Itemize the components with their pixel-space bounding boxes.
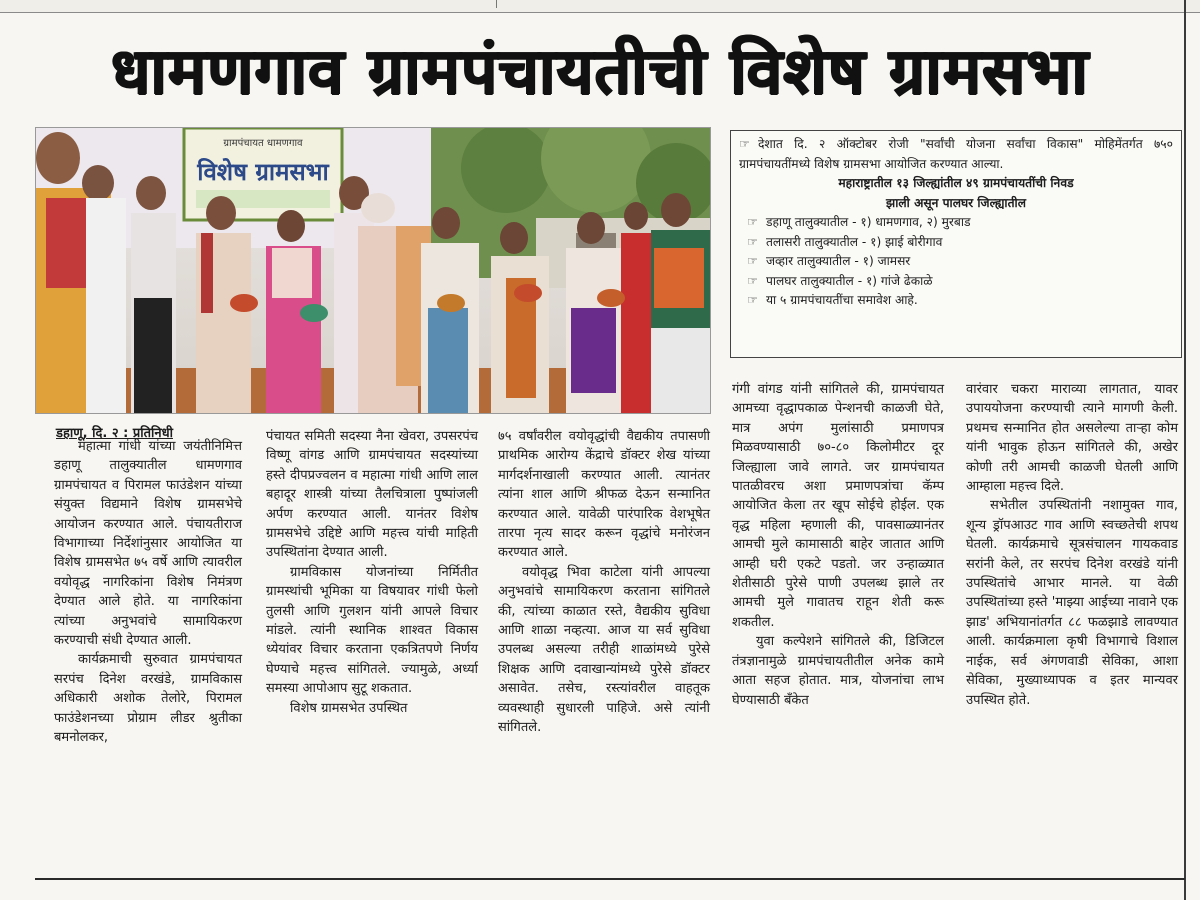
right-column-rule — [1184, 0, 1186, 900]
pointing-hand-icon: ☞ — [747, 234, 758, 249]
article-column-2 — [266, 427, 478, 718]
pointing-hand-icon: ☞ — [747, 293, 758, 307]
bottom-rule — [35, 878, 1185, 880]
info-box — [730, 130, 1182, 358]
list-item: ☞ जव्हार तालुक्यातील - १) जामसर — [747, 254, 911, 268]
headline: धामणगाव ग्रामपंचायतीची विशेष ग्रामसभा — [111, 34, 1089, 109]
paragraph: गंगी वांगड यांनी सांगितले की, ग्रामपंचायत आमच्या वृद्धापकाळ पेन्शनची काळजी घेते, मात्र अपंग मुलांसाठी प्रमाणपत्र मिळवण्यासाठी ७०-८० किलोमीटर दूर जिल्ह्याला जावे लागते. जर ग्रामपंचायत पातळीवरच अशा प्रमाणपत्रांचा कॅम्प आयोजित केला तर खूप सोईचे होईल. एक वृद्ध महिला म्हणाली की, पावसाळ्यानंतर आमची मुले कामासाठी बाहेर जातात आणि आम्ही घरी एकटे पडतो. जर उन्हाळ्यात शेतीसाठी पुरेसे पाणी उपलब्ध झाले तर आमची मुले गावातच राहून शेती करू शकतील. — [732, 382, 944, 630]
pointing-hand-icon: ☞ — [747, 215, 758, 229]
info-bold-line-1: महाराष्ट्रातील १३ जिल्ह्यांतील ४९ ग्रामपंचायतींची निवड — [838, 176, 1074, 190]
article-column-3 — [498, 427, 710, 738]
paragraph: वारंवार चकरा माराव्या लागतात, यावर उपाययोजना करण्याची त्याने मागणी केली. प्रथमच सन्मानित होत असलेल्या ताऱ्हा कोम यांनी भावुक होऊन सांगितले की, अखेर कोणी तरी आमची काळजी घेतली आणि आम्हाला महत्त्व दिले. — [966, 382, 1178, 495]
paragraph: ग्रामविकास योजनांच्या निर्मितीत ग्रामस्थांची भूमिका या विषयावर गांधी फेलो तुलसी आणि गुलशन यांनी आपले विचार मांडले. त्यांनी स्थानिक शाश्वत विकास ध्येयांवर विचार करताना एकत्रितपणे निर्णय घेण्याचे महत्त्व सांगितले. ज्यामुळे, अर्ध्या समस्या आपोआप सुटू शकतात. — [266, 564, 478, 697]
paragraph: वयोवृद्ध भिवा काटेला यांनी आपल्या अनुभवांचे सामायिकरण करताना सांगितले की, त्यांच्या काळात रस्ते, वैद्यकीय सुविधा आणि शाळा नव्हत्या. आज या सर्व सुविधा उपलब्ध असल्या तरीही शाळांमध्ये पुरेसे शिक्षक आणि दवाखान्यांमध्ये पुरेसे डॉक्टर असावेत. तसेच, रस्त्यांवरील वाहतूक व्यवस्थाही सुधारली पाहिजे. असे त्यांनी सांगितले. — [498, 564, 710, 736]
previous-article-strip — [0, 0, 1200, 13]
pointing-hand-icon: ☞ — [739, 137, 750, 151]
list-item: ☞ या ५ ग्रामपंचायतींचा समावेश आहे. — [747, 293, 918, 307]
pointing-hand-icon: ☞ — [747, 273, 758, 288]
paragraph: कार्यक्रमाची सुरुवात ग्रामपंचायत सरपंच दिनेश वरखंडे, ग्रामविकास अधिकारी अशोक तेलोरे, पिरामल फाउंडेशनच्या प्रोग्राम लीडर श्रुतीका बमनोलकर, — [54, 652, 242, 746]
event-photo — [35, 127, 711, 414]
paragraph: सभेतील उपस्थितांनी नशामुक्त गाव, शून्य ड्रॉपआउट गाव आणि स्वच्छतेची शपथ घेतली. कार्यक्रमाचे सूत्रसंचालन गायकवाड सरांनी केले, तर सरपंच दिनेश वरखंडे यांनी उपस्थितांचे आभार मानले. या वेळी उपस्थितांच्या हस्ते 'माझ्या आईच्या नावाने एक झाड' अभियानांतर्गत ८८ फळझाडे लावण्यात आली. कार्यक्रमाला कृषी विभागाचे विशाल नाईक, सर्व अंगणवाडी सेविका, आशा सेविका, मुख्याध्यापक व इतर मान्यवर उपस्थित होते. — [966, 498, 1178, 708]
article-column-4 — [732, 380, 944, 710]
article-column-1 — [54, 437, 242, 748]
list-item: ☞ तलासरी तालुक्यातील - १) झाई बोरीगाव — [747, 234, 943, 249]
info-bold-line-2: झाली असून पालघर जिल्ह्यातील — [886, 195, 1026, 210]
info-intro-text: देशात दि. २ ऑक्टोबर रोजी "सर्वांची योजना सर्वांचा विकास" मोहिमेंतर्गत ७५० ग्रामपंचायतींमध्ये विशेष ग्रामसभा आयोजित करण्यात आल्या. — [739, 137, 1173, 171]
info-list — [739, 213, 1173, 311]
paragraph: ७५ वर्षांवरील वयोवृद्धांची वैद्यकीय तपासणी प्राथमिक आरोग्य केंद्राचे डॉक्टर शेख यांच्या मार्गदर्शनाखाली करण्यात आली. त्यानंतर त्यांना शाल आणि श्रीफळ देऊन सन्मानित करण्यात आले. यावेळी पारंपारिक वेशभूषेत तारपा नृत्य सादर करून वृद्धांचे मनोरंजन करण्यात आले. — [498, 429, 710, 561]
list-item: ☞ डहाणू तालुक्यातील - १) धामणगाव, २) मुरबाड — [747, 215, 971, 229]
column-tick — [496, 0, 497, 8]
list-item: ☞ पालघर तालुक्यातील - १) गांजे ढेकाळे — [747, 273, 933, 288]
pointing-hand-icon: ☞ — [747, 254, 758, 268]
banner-top-text: ग्रामपंचायत धामणगाव — [223, 138, 303, 149]
info-intro — [739, 135, 1173, 174]
paragraph: पंचायत समिती सदस्या नैना खेवरा, उपसरपंच विष्णू वांगड आणि ग्रामपंचायत सदस्यांच्या हस्ते दीपप्रज्वलन व महात्मा गांधी आणि लाल बहादूर शास्त्री यांच्या तैलचित्राला पुष्पांजली अर्पण करण्यात आली. यानंतर विशेष ग्रामसभेचे उद्दिष्टे आणि महत्त्व यांची माहिती उपस्थितांना देण्यात आली. — [266, 429, 478, 561]
paragraph: महात्मा गांधी यांच्या जयंतीनिमित्त डहाणू तालुक्यातील धामणगाव ग्रामपंचायत व पिरामल फाउंडेशन यांच्या संयुक्त विद्यमाने विशेष ग्रामसभेचे आयोजन करण्यात आले. पंचायतीराज विभागाच्या निर्देशांनुसार आयोजित या विशेष ग्रामसभेत ७५ वर्षे आणि त्यावरील वयोवृद्ध नागरिकांना विशेष निमंत्रण देण्यात आले होते. या नागरिकांना त्यांच्या अनुभवांचे सामायिकरण करण्याची संधी देण्यात आली. — [54, 439, 242, 649]
banner-title-text: विशेष ग्रामसभा — [197, 158, 329, 186]
article-column-5 — [966, 380, 1178, 710]
paragraph: युवा कल्पेशने सांगितले की, डिजिटल तंत्रज्ञानामुळे ग्रामपंचायतीतील अनेक कामे आता सहज होतात. मात्र, योजनांचा लाभ घेण्यासाठी बँकेत — [732, 634, 944, 708]
paragraph: विशेष ग्रामसभेत उपस्थित — [290, 700, 408, 716]
dateline: डहाणू, दि. २ : प्रतिनिधी — [56, 426, 173, 441]
